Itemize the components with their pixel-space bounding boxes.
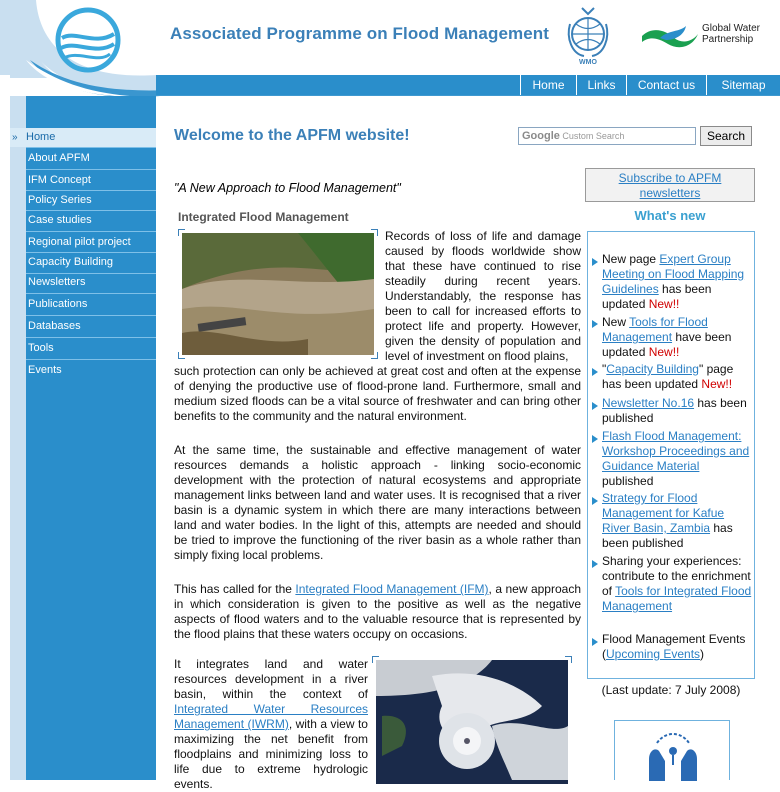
divider [26, 231, 156, 232]
whats-new-heading: What's new [634, 208, 706, 223]
sidebar-item-databases[interactable]: Databases [28, 320, 81, 332]
news-link[interactable]: Capacity Building [606, 362, 699, 376]
sidebar-item-ifm-concept[interactable]: IFM Concept [28, 174, 91, 186]
nav-links[interactable]: Links [576, 75, 626, 95]
arrow-right-icon [591, 320, 599, 328]
divider [26, 147, 156, 148]
flood-photo [178, 229, 378, 359]
sidebar-item-tools[interactable]: Tools [28, 342, 54, 354]
google-brand: Google [522, 130, 560, 142]
double-chevron-icon: » [12, 132, 18, 143]
news-item: "Capacity Building" page has been updated New!! [602, 362, 734, 391]
sidebar-nav [12, 96, 156, 780]
arrow-right-icon [591, 368, 599, 376]
news-link[interactable]: Strategy for Flood Management for Kafue River Basin, Zambia [602, 491, 725, 535]
gwp-logo[interactable] [640, 22, 770, 52]
gwp-label: Global Water Partnership [702, 23, 760, 45]
arrow-right-icon [591, 560, 599, 568]
hurricane-photo [372, 656, 572, 780]
arrow-right-icon [591, 258, 599, 266]
news-list [587, 231, 755, 679]
page-title: Welcome to the APFM website! [174, 127, 410, 144]
section-heading: Integrated Flood Management [178, 210, 349, 224]
sidebar-item-capacity-building[interactable]: Capacity Building [28, 256, 113, 268]
sidebar-item-newsletters[interactable]: Newsletters [28, 276, 86, 288]
search-input[interactable] [518, 127, 696, 145]
news-item: Flash Flood Management: Workshop Proceedings and Guidance Material published [602, 429, 750, 488]
nav-home[interactable]: Home [520, 75, 576, 95]
iwrm-link[interactable]: Integrated Water Resources Management (IWRM) [174, 702, 368, 731]
news-link[interactable]: Newsletter No.16 [602, 396, 695, 410]
arrow-right-icon [591, 497, 599, 505]
news-item: Newsletter No.16 has been published [602, 396, 747, 425]
divider [26, 169, 156, 170]
intro-paragraph-b: such protection can only be achieved at great cost and often at the expense of denying the productive use of flood-prone land. Furthermore, small and medium sized floods can be a vital source of freshwater and can bring other benefits to the community and the natural environment. [174, 364, 581, 423]
sidebar-item-about[interactable]: About APFM [28, 152, 90, 164]
paragraph-holistic: At the same time, the sustainable and effective management of water resources demands a holistic approach - linking socio-economic development with the protection of natural ecosystems and appropriate management links between land and water uses. It is recognised that a river basin is a dynamic system in which there are many interactions between land and water bodies. In the light of this, attempts are needed and should be tried to improve the functioning of the river basin as a whole rather than simply fixing local problems. [174, 443, 581, 562]
intro-paragraph-a: Records of loss of life and damage caused by floods worldwide show that these have continued to rise steadily during recent years. Understandably, the response has been to call for increased efforts to protect life and property. However, given the density of population and level of investment on flood plains, [385, 229, 581, 363]
paragraph-iwrm: It integrates land and water resources development in a river basin, within the context of Integrated Water Resources Management (IWRM), with a view to maximizing the net benefit from floodplains and minimizing loss to life due to extreme hydrologic events. [174, 657, 368, 791]
sidebar-item-events[interactable]: Events [28, 364, 62, 376]
sidebar-item-regional-pilot[interactable]: Regional pilot project [28, 236, 131, 248]
nav-sitemap[interactable]: Sitemap [706, 75, 780, 95]
news-item: Flood Management Events (Upcoming Events) [602, 632, 746, 661]
news-link[interactable]: Tools for Integrated Flood Management [602, 584, 752, 613]
news-link[interactable]: Flash Flood Management: Workshop Proceedings and Guidance Material [602, 429, 750, 473]
news-link[interactable]: Expert Group Meeting on Flood Mapping Guidelines [602, 252, 745, 296]
news-item: Sharing your experiences: contribute to the enrichment of Tools for Integrated Flood Management [602, 554, 752, 613]
last-update: (Last update: 7 July 2008) [601, 683, 741, 697]
arrow-right-icon [591, 435, 599, 443]
hands-logo[interactable] [614, 720, 730, 780]
divider [26, 293, 156, 294]
sidebar-item-home[interactable]: » Home [10, 128, 156, 147]
site-title: Associated Programme on Flood Management [170, 24, 550, 43]
top-nav [156, 75, 780, 95]
divider [26, 337, 156, 338]
news-item: New page Expert Group Meeting on Flood Mapping Guidelines has been updated New!! [602, 252, 745, 311]
divider [26, 359, 156, 360]
tagline: "A New Approach to Flood Management" [174, 181, 401, 195]
left-strip [10, 96, 26, 780]
wmo-label: WMO [579, 59, 597, 66]
paragraph-ifm: This has called for the Integrated Flood Management (IFM), a new approach in which consideration is given to the positive as well as the negative aspects of flood waters and to the valuable resource that is represented by the flood plains that these waters occupy on occasions. [174, 582, 582, 641]
subscribe-newsletter-link[interactable]: Subscribe to APFM newsletters [585, 168, 755, 202]
search-button[interactable]: Search [700, 126, 752, 146]
sidebar-item-case-studies[interactable]: Case studies [28, 214, 92, 226]
sidebar-item-publications[interactable]: Publications [28, 298, 88, 310]
arrow-right-icon [591, 638, 599, 646]
news-item: Strategy for Flood Management for Kafue River Basin, Zambia has been published [602, 491, 733, 550]
arrow-right-icon [591, 402, 599, 410]
sidebar-item-policy-series[interactable]: Policy Series [28, 194, 92, 206]
news-link[interactable]: Upcoming Events [606, 647, 701, 661]
news-link[interactable]: Tools for Flood Management [602, 315, 708, 344]
nav-contact-us[interactable]: Contact us [626, 75, 706, 95]
search-placeholder: Custom Search [562, 131, 625, 141]
ifm-link[interactable]: Integrated Flood Management (IFM) [295, 582, 489, 596]
wmo-logo[interactable] [566, 4, 610, 70]
news-item: New Tools for Flood Management have been updated New!! [602, 315, 732, 359]
divider [26, 315, 156, 316]
